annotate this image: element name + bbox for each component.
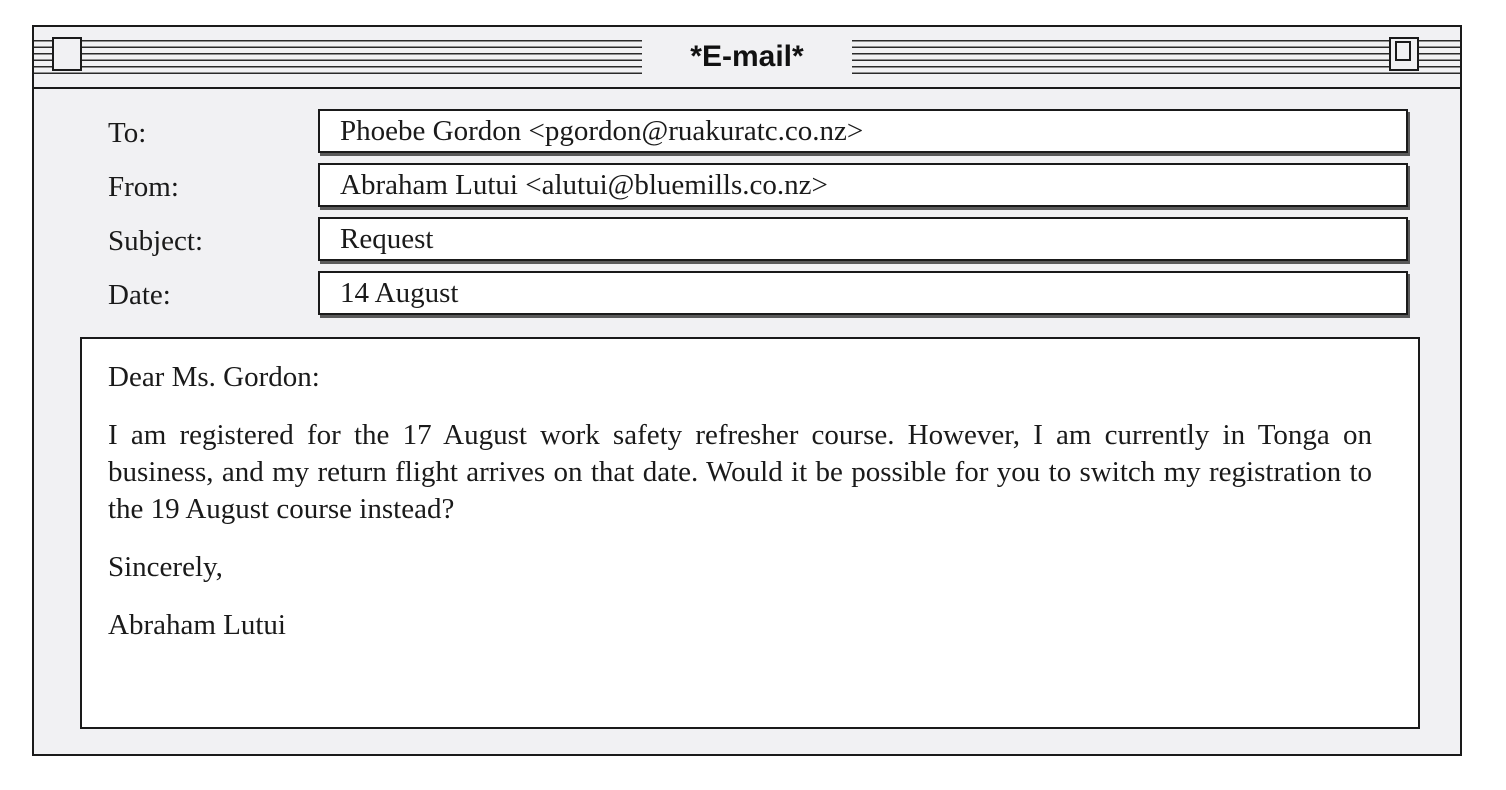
from-label: From: xyxy=(108,171,179,203)
zoom-box-icon[interactable] xyxy=(1389,37,1419,71)
closing: Sincerely, xyxy=(108,551,223,583)
subject-field[interactable]: Request xyxy=(318,217,1408,261)
signature: Abraham Lutui xyxy=(108,609,286,641)
subject-row xyxy=(34,217,1460,265)
message-body[interactable] xyxy=(80,337,1420,729)
title-bar[interactable] xyxy=(34,27,1460,89)
to-field[interactable]: Phoebe Gordon <pgordon@ruakuratc.co.nz> xyxy=(318,109,1408,153)
title-bar-stripes-left xyxy=(34,40,642,74)
email-window xyxy=(32,25,1462,756)
to-label: To: xyxy=(108,117,147,149)
from-row xyxy=(34,163,1460,211)
message-paragraph: I am registered for the 17 August work safety refresher course. However, I am currently in Tonga on business, and my return flight arrives on that date. Would it be possible for you to switch my registration to the 19 August course instead? xyxy=(108,419,1372,525)
window-title: *E-mail* xyxy=(642,37,852,77)
close-box-icon[interactable] xyxy=(52,37,82,71)
from-field[interactable]: Abraham Lutui <alutui@bluemills.co.nz> xyxy=(318,163,1408,207)
to-row xyxy=(34,109,1460,157)
date-row xyxy=(34,271,1460,319)
zoom-box-inner xyxy=(1395,41,1411,61)
date-label: Date: xyxy=(108,279,171,311)
greeting: Dear Ms. Gordon: xyxy=(108,361,320,393)
subject-label: Subject: xyxy=(108,225,204,257)
title-bar-stripes-right xyxy=(852,40,1460,74)
date-field[interactable]: 14 August xyxy=(318,271,1408,315)
